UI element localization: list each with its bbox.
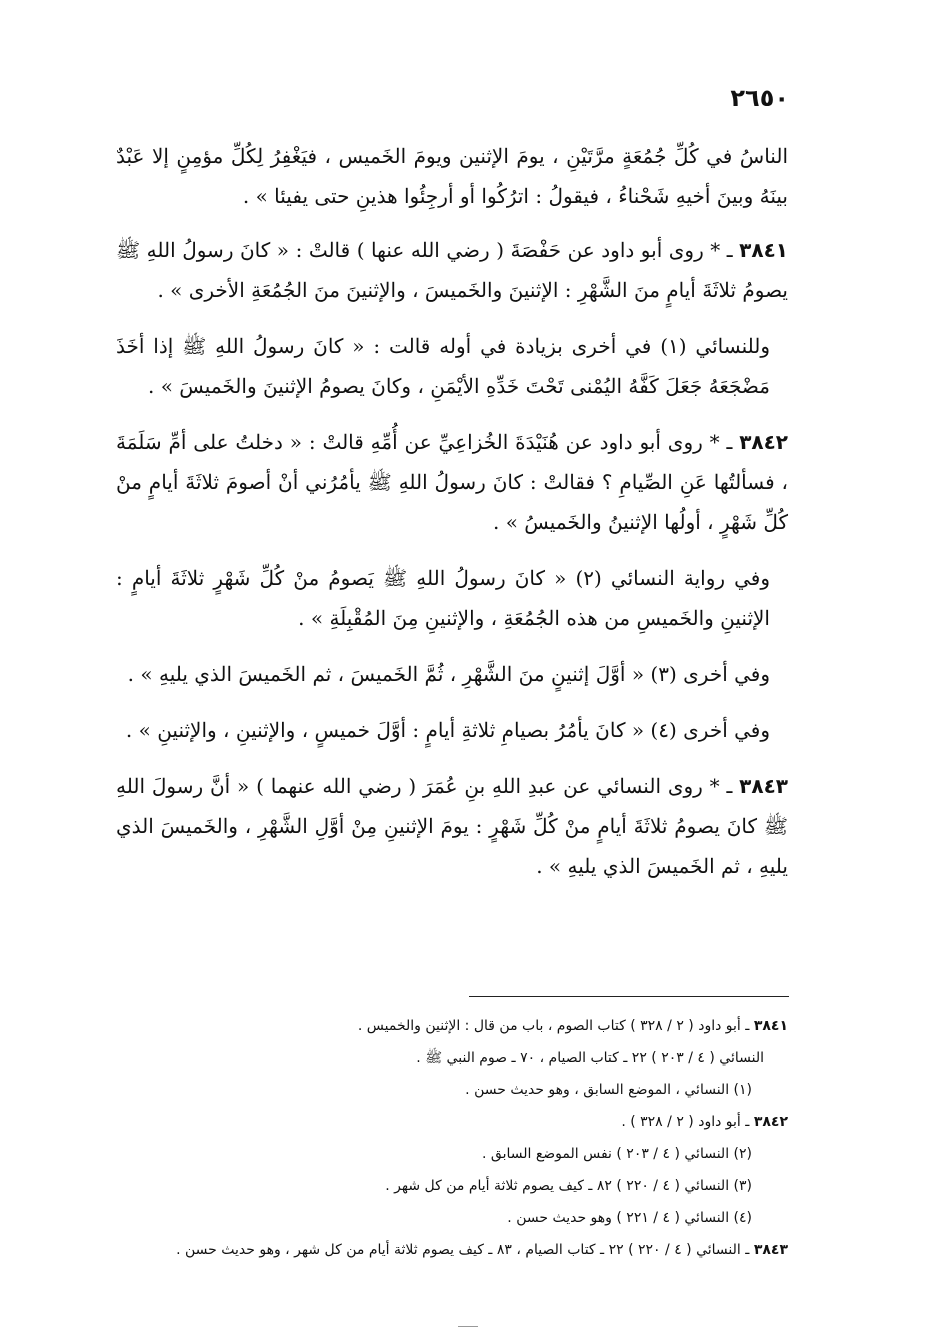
paragraph-text: وللنسائي (١) في أخرى بزيادة في أوله قالت : « كانَ رسولُ اللهِ ﷺ إذا أخَذَ مَضْجَعَهُ جَعَلَ كَفَّهُ اليُمْنى تَحْتَ خَدِّهِ الأيْمَنِ ، وكانَ يصومُ الإثنينَ والخَميسَ » . — [116, 334, 770, 398]
footnote-divider — [469, 996, 789, 997]
page-number: ٢٦٥٠ — [730, 84, 789, 112]
footnote-line — [100, 1138, 788, 1170]
nasai-variant-1 — [116, 326, 788, 406]
footnote-number: ٣٨٤٢ — [753, 1114, 788, 1130]
footnotes — [100, 1010, 788, 1266]
footnote-text: ـ أبو داود ( ٢ / ٣٢٨ ) كتاب الصوم ، باب من قال : الإثنين والخميس . — [357, 1018, 754, 1034]
footnote-number: ٣٨٤١ — [753, 1018, 788, 1034]
footnote-line — [100, 1042, 788, 1074]
footnote-text: (٤) النسائي ( ٤ / ٢٢١ ) وهو حديث حسن . — [507, 1210, 752, 1226]
hadith-number: ٣٨٤٣ — [739, 774, 788, 798]
footnote-text: النسائي ( ٤ / ٢٠٣ ) ٢٢ ـ كتاب الصيام ، ٧٠ ـ صوم النبي ﷺ . — [416, 1050, 764, 1066]
footnote-line — [100, 1170, 788, 1202]
footnote-text: (٢) النسائي ( ٤ / ٢٠٣ ) نفس الموضع السابق . — [482, 1146, 752, 1162]
footnote-text: (٣) النسائي ( ٤ / ٢٢٠ ) ٨٢ ـ كيف يصوم ثلاثة أيام من كل شهر . — [385, 1178, 752, 1194]
nasai-variant-4 — [116, 710, 788, 750]
hadith-3842 — [116, 422, 788, 542]
footnote-line — [100, 1106, 788, 1138]
nasai-variant-2 — [116, 558, 788, 638]
footnote-text: ـ النسائي ( ٤ / ٢٢٠ ) ٢٢ ـ كتاب الصيام ، ٨٣ ـ كيف يصوم ثلاثة أيام من كل شهر ، وهو حديث حسن . — [176, 1242, 754, 1258]
hadith-number: ٣٨٤٢ — [739, 430, 789, 454]
paragraph-text: وفي أخرى (٣) « أوَّلَ إثنينٍ منَ الشَّهْرِ ، ثُمَّ الخَميسَ ، ثم الخَميسَ الذي يليهِ » . — [127, 662, 770, 686]
footnote-line — [100, 1202, 788, 1234]
page-bottom-mark — [458, 1326, 478, 1327]
paragraph-text: ـ * روى النسائي عن عبدِ اللهِ بنِ عُمَرَ ( رضي الله عنهما ) « أنَّ رسولَ اللهِ ﷺ كانَ يصومُ ثلاثَةَ أيامٍ منْ كُلِّ شَهْرٍ : يومَ الإثنينِ مِنْ أوَّلِ الشَّهْرِ ، والخَميسَ الذي يليهِ ، ثم الخَميسَ الذي يليهِ » . — [116, 774, 788, 878]
paragraph-text: وفي رواية النسائي (٢) « كانَ رسولُ اللهِ ﷺ يَصومُ منْ كُلِّ شَهْرٍ ثلاثَةَ أيامٍ : الإثنينِ والخَميسِ من هذه الجُمُعَةِ ، والإثنينِ مِنَ المُقْبِلَةِ » . — [116, 566, 770, 630]
footnote-text: ـ أبو داود ( ٢ / ٣٢٨ ) . — [621, 1114, 754, 1130]
hadith-number: ٣٨٤١ — [739, 238, 788, 262]
paragraph-text: وفي أخرى (٤) « كانَ يأمُرُ بصيامِ ثلاثةِ أيامٍ : أوَّلَ خميسٍ ، والإثنينِ ، والإثنينِ » . — [125, 718, 770, 742]
footnote-line — [100, 1010, 788, 1042]
nasai-variant-3 — [116, 654, 788, 694]
paragraph-text: ـ * روى أبو داود عن هُنَيْدَةَ الخُزاعِيِّ عن أُمِّهِ قالتْ : « دخلتُ على أمِّ سَلَمَةَ ، فسألتُها عَنِ الصِّيامِ ؟ فقالتْ : كانَ رسولُ اللهِ ﷺ يأمُرُني أنْ أصومَ ثلاثَةَ أيامٍ منْ كُلِّ شَهْرٍ ، أولُها الإثنينُ والخَميسُ » . — [116, 430, 788, 534]
footnote-text: (١) النسائي ، الموضع السابق ، وهو حديث حسن . — [465, 1082, 752, 1098]
paragraph-text: الناسُ في كُلِّ جُمُعَةٍ مرَّتَيْنِ ، يومَ الإثنين ويومَ الخَميس ، فيَغْفِرُ لِكُلِّ مؤمِنٍ إلا عَبْدٌ بينَهُ وبينَ أخيهِ شَحْناءُ ، فيقولُ : اترُكُوا أو أرجِئُوا هذينِ حتى يفيئا » . — [116, 144, 788, 208]
footnote-number: ٣٨٤٣ — [753, 1242, 788, 1258]
footnote-line — [100, 1074, 788, 1106]
paragraph-continuation — [116, 136, 788, 216]
hadith-3841 — [116, 230, 788, 310]
footnote-line — [100, 1234, 788, 1266]
paragraph-text: ـ * روى أبو داود عن حَفْصَةَ ( رضي الله عنها ) قالتْ : « كانَ رسولُ اللهِ ﷺ يصومُ ثلاثَةَ أيامٍ منَ الشَّهْرِ : الإثنينَ والخَميسَ ، والإثنينَ منَ الجُمُعَةِ الأخرى » . — [116, 238, 788, 302]
main-text — [116, 136, 788, 902]
hadith-3843 — [116, 766, 788, 886]
